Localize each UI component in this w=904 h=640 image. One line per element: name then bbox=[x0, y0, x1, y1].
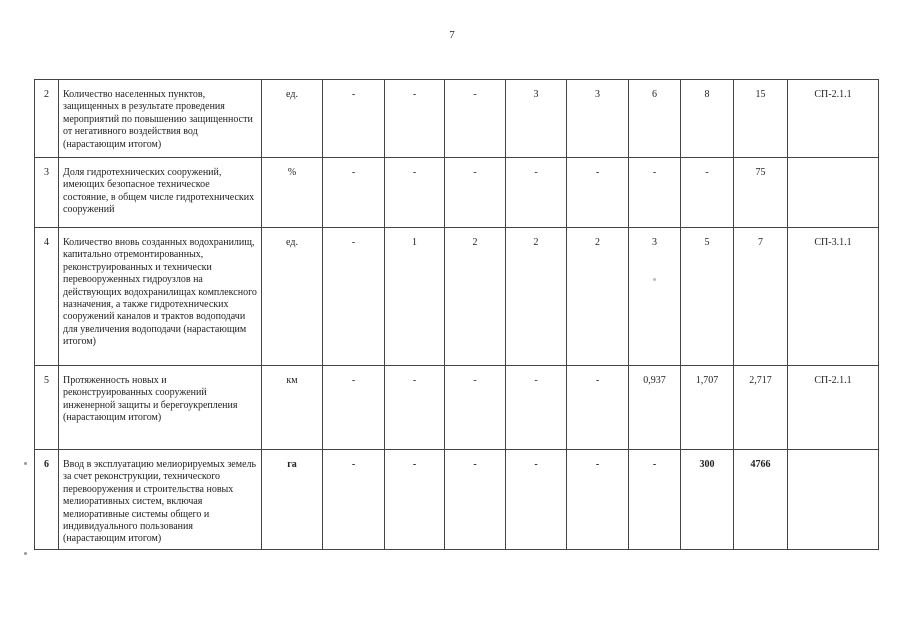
reference-cell: СП-2.1.1 bbox=[788, 80, 879, 158]
reference-cell bbox=[788, 450, 879, 550]
value-cell: - bbox=[385, 80, 445, 158]
indicators-table bbox=[34, 79, 879, 550]
row-number-cell: 3 bbox=[35, 158, 59, 228]
value-cell: 8 bbox=[681, 80, 734, 158]
table-row bbox=[35, 80, 879, 158]
value-cell: 1 bbox=[385, 228, 445, 366]
value-cell: - bbox=[629, 158, 681, 228]
row-number-cell: 5 bbox=[35, 366, 59, 450]
value-cell: - bbox=[385, 158, 445, 228]
unit-cell: га bbox=[262, 450, 323, 550]
reference-cell: СП-3.1.1 bbox=[788, 228, 879, 366]
value-cell: - bbox=[445, 80, 506, 158]
indicator-name-cell: Протяженность новых и реконструированных сооружений инженерной защиты и берегоукрепления (нарастающим итогом) bbox=[59, 366, 262, 450]
value-cell: - bbox=[445, 450, 506, 550]
value-cell: - bbox=[385, 450, 445, 550]
value-cell: 3 bbox=[506, 80, 567, 158]
value-cell: 75 bbox=[734, 158, 788, 228]
indicator-name-cell: Количество населенных пунктов, защищенных в результате проведения мероприятий по повышению защищенности от негативного воздействия вод (нарастающим итогом) bbox=[59, 80, 262, 158]
value-cell: 3 bbox=[629, 228, 681, 366]
unit-cell: ед. bbox=[262, 80, 323, 158]
value-cell: - bbox=[567, 158, 629, 228]
table-row bbox=[35, 158, 879, 228]
unit-cell: ед. bbox=[262, 228, 323, 366]
reference-cell: СП-2.1.1 bbox=[788, 366, 879, 450]
value-cell: - bbox=[323, 80, 385, 158]
value-cell: 2 bbox=[445, 228, 506, 366]
value-cell: 0,937 bbox=[629, 366, 681, 450]
value-cell: - bbox=[567, 366, 629, 450]
value-cell: - bbox=[506, 450, 567, 550]
value-cell: - bbox=[323, 366, 385, 450]
indicator-name-cell: Ввод в эксплуатацию мелиорируемых земель за счет реконструкции, технического перевооружения и строительства новых мелиоративных систем, включая мелиоративные системы общего и индивидуального пользования (нарастающим итогом) bbox=[59, 450, 262, 550]
value-cell: - bbox=[681, 158, 734, 228]
value-cell: - bbox=[323, 228, 385, 366]
value-cell: 1,707 bbox=[681, 366, 734, 450]
value-cell: - bbox=[445, 366, 506, 450]
table-row bbox=[35, 228, 879, 366]
value-cell: 2 bbox=[567, 228, 629, 366]
row-number-cell: 4 bbox=[35, 228, 59, 366]
row-number-cell: 6 bbox=[35, 450, 59, 550]
value-cell: 5 bbox=[681, 228, 734, 366]
row-number-cell: 2 bbox=[35, 80, 59, 158]
value-cell: 6 bbox=[629, 80, 681, 158]
page-number: 7 bbox=[449, 29, 455, 41]
value-cell: 2,717 bbox=[734, 366, 788, 450]
value-cell: - bbox=[323, 158, 385, 228]
indicator-name-cell: Количество вновь созданных водохранилищ, капитально отремонтированных, реконструированных и технически перевооруженных гидроузлов на действующих водохранилищах комплексного назначения, а также гидротехнических сооружений каналов и трактов водоподачи для увеличения водоподачи (нарастающим итогом) bbox=[59, 228, 262, 366]
value-cell: - bbox=[385, 366, 445, 450]
unit-cell: % bbox=[262, 158, 323, 228]
table-row bbox=[35, 450, 879, 550]
scan-speck bbox=[653, 278, 656, 281]
value-cell: 300 bbox=[681, 450, 734, 550]
scan-speck bbox=[24, 552, 27, 555]
table-row bbox=[35, 366, 879, 450]
indicator-name-cell: Доля гидротехнических сооружений, имеющих безопасное техническое состояние, в общем числе гидротехнических сооружений bbox=[59, 158, 262, 228]
value-cell: 3 bbox=[567, 80, 629, 158]
unit-cell: км bbox=[262, 366, 323, 450]
value-cell: 2 bbox=[506, 228, 567, 366]
value-cell: - bbox=[506, 366, 567, 450]
value-cell: 7 bbox=[734, 228, 788, 366]
value-cell: - bbox=[506, 158, 567, 228]
value-cell: - bbox=[567, 450, 629, 550]
value-cell: - bbox=[629, 450, 681, 550]
value-cell: 4766 bbox=[734, 450, 788, 550]
value-cell: - bbox=[323, 450, 385, 550]
value-cell: 15 bbox=[734, 80, 788, 158]
reference-cell bbox=[788, 158, 879, 228]
scan-speck bbox=[24, 462, 27, 465]
value-cell: - bbox=[445, 158, 506, 228]
